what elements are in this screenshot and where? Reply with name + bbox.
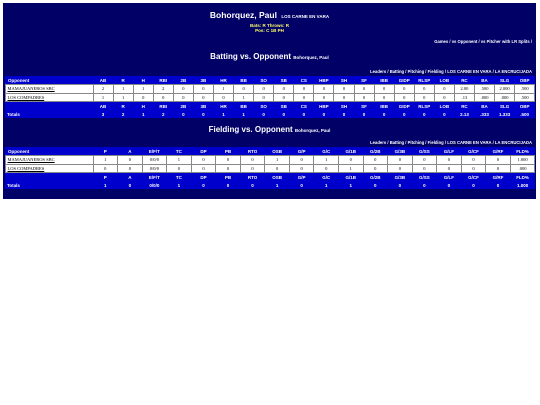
stat-cell: 0 — [314, 85, 334, 94]
positions: Pos: C 1B PH — [255, 28, 284, 33]
batting-table — [5, 76, 536, 118]
fielding-title — [3, 125, 536, 134]
link-separator: / — [404, 140, 408, 145]
top-link-vs-opponent[interactable]: vs Opponent — [451, 39, 478, 44]
col-header-bb[interactable]: BB — [234, 102, 254, 111]
stat-cell: 1.000 — [510, 181, 535, 189]
col-header-slg[interactable]: SLG — [495, 76, 515, 85]
col-header-a[interactable]: A — [118, 173, 143, 182]
col-header-slg[interactable]: SLG — [495, 102, 515, 111]
stat-cell: 0 — [363, 156, 388, 165]
stat-cell: 2.00 — [454, 85, 474, 94]
col-header-so[interactable]: SO — [254, 102, 274, 111]
col-header-3b[interactable]: 3B — [193, 76, 213, 85]
stat-cell: 0 — [234, 85, 254, 94]
col-header-ab[interactable]: AB — [93, 76, 113, 85]
stat-cell: 0 — [254, 93, 274, 102]
batting-link-batting[interactable]: Batting — [389, 69, 405, 74]
stat-cell: 0 — [314, 110, 334, 118]
stat-cell: 1 — [93, 93, 113, 102]
stat-cell: 0 — [334, 85, 354, 94]
stat-cell: 1 — [113, 93, 133, 102]
stat-cell: 1 — [213, 85, 233, 94]
stat-cell: 0 — [414, 110, 434, 118]
opponent-link[interactable]: MAMAJUANEROS SBC — [5, 85, 93, 94]
totals-label: Totals — [5, 110, 93, 118]
link-separator: / — [477, 39, 481, 44]
stat-cell: 0 — [363, 164, 388, 173]
stat-cell: 2.000 — [495, 85, 515, 94]
col-header-fld[interactable]: FLD% — [510, 173, 535, 182]
fielding-link-leaders[interactable]: Leaders — [370, 140, 387, 145]
stat-cell: 1 — [314, 156, 339, 165]
col-header-ibb[interactable]: IBB — [374, 102, 394, 111]
col-header-g-rf[interactable]: G/RF — [486, 173, 511, 182]
header-row — [5, 147, 535, 156]
col-header-e-f-t[interactable]: E/F/T — [142, 147, 167, 156]
link-separator: / — [448, 39, 452, 44]
stat-cell: 0 — [167, 164, 192, 173]
col-header-ba[interactable]: BA — [474, 102, 494, 111]
stat-cell: 0 — [191, 164, 216, 173]
stat-cell: 1 — [314, 181, 339, 189]
totals-row — [5, 110, 535, 118]
stat-cell: 0 — [294, 85, 314, 94]
stat-cell: 0 — [414, 85, 434, 94]
top-link-vs-pitcher-with-lr-splits[interactable]: vs Pitcher with LR Splits — [480, 39, 530, 44]
stat-cell: 0 — [437, 181, 462, 189]
stat-cell: .13 — [454, 93, 474, 102]
stat-cell: 0 — [338, 156, 363, 165]
col-header-dp[interactable]: DP — [191, 173, 216, 182]
stat-cell: 1 — [133, 85, 153, 94]
link-separator: / — [529, 39, 532, 44]
col-header-hbp[interactable]: HBP — [314, 76, 334, 85]
stat-cell: 0 — [93, 164, 118, 173]
stat-cell: 0 — [216, 156, 241, 165]
col-header-ibb[interactable]: IBB — [374, 76, 394, 85]
col-header-rbi[interactable]: RBI — [153, 76, 173, 85]
player-team: LOS CARNE EN VARA — [281, 14, 330, 19]
col-header-hr[interactable]: HR — [213, 102, 233, 111]
opponent-link[interactable]: LOS COMPADRES — [5, 164, 93, 173]
stat-cell: 2 — [153, 85, 173, 94]
col-header-g-2b[interactable]: G/2B — [363, 147, 388, 156]
col-header-g-1b[interactable]: G/1B — [338, 173, 363, 182]
stat-cell: 0 — [414, 93, 434, 102]
col-header-g-1b[interactable]: G/1B — [338, 147, 363, 156]
link-separator: / — [386, 69, 390, 74]
table-row — [5, 156, 535, 165]
stat-cell: 0 — [354, 93, 374, 102]
batting-links — [3, 69, 536, 74]
stat-cell: 3 — [93, 110, 113, 118]
col-header-3b[interactable]: 3B — [193, 102, 213, 111]
fielding-link-pitching[interactable]: Pitching — [407, 140, 425, 145]
stat-cell: 2 — [153, 110, 173, 118]
stat-cell: 0 — [461, 156, 486, 165]
stat-cell: .500 — [515, 85, 535, 94]
stat-cell: 0 — [354, 85, 374, 94]
col-header-hbp[interactable]: HBP — [314, 102, 334, 111]
col-header-rc[interactable]: RC — [454, 76, 474, 85]
table-row — [5, 164, 535, 173]
stat-cell: 0 — [486, 181, 511, 189]
stat-cell: 0 — [274, 85, 294, 94]
table-row — [5, 93, 535, 102]
col-header-g-lf[interactable]: G/LF — [437, 173, 462, 182]
stat-cell: 0 — [254, 110, 274, 118]
col-header-g-c[interactable]: G/C — [314, 173, 339, 182]
col-header-g-c[interactable]: G/C — [314, 147, 339, 156]
col-header-osb[interactable]: OSB — [265, 173, 290, 182]
stat-cell: 0 — [173, 110, 193, 118]
col-header-g-p[interactable]: G/P — [289, 147, 314, 156]
stat-cell: 0 — [213, 93, 233, 102]
totals-label: Totals — [5, 181, 93, 189]
stat-cell: 1 — [338, 164, 363, 173]
col-header-sh[interactable]: SH — [334, 102, 354, 111]
stat-cell: 1 — [234, 93, 254, 102]
top-links — [3, 39, 536, 44]
stat-cell: 1 — [93, 156, 118, 165]
fielding-subtitle: Bohorquez, Paul — [294, 128, 331, 133]
stat-cell: 0/0/0 — [142, 181, 167, 189]
stat-cell: 0 — [314, 93, 334, 102]
col-header-g-3b[interactable]: G/3B — [388, 147, 413, 156]
col-header-gidp[interactable]: GIDP — [394, 76, 414, 85]
stat-cell: 0 — [133, 93, 153, 102]
stat-cell: 0 — [354, 110, 374, 118]
stat-cell: 0 — [274, 93, 294, 102]
stat-cell: 0 — [314, 164, 339, 173]
totals-header-row — [5, 173, 535, 182]
link-separator: / — [386, 140, 390, 145]
col-header-g-p[interactable]: G/P — [289, 173, 314, 182]
stat-cell: 1 — [265, 156, 290, 165]
stat-cell: 0 — [388, 164, 413, 173]
stat-cell: 0 — [412, 181, 437, 189]
col-header-rto[interactable]: RTO — [240, 147, 265, 156]
stat-cell: 0 — [394, 85, 414, 94]
col-header-bb[interactable]: BB — [234, 76, 254, 85]
link-separator: / — [404, 69, 408, 74]
link-separator: / — [443, 69, 448, 74]
fielding-link-fielding[interactable]: Fielding — [427, 140, 444, 145]
stat-cell: .000 — [510, 164, 535, 173]
opponent-link[interactable]: MAMAJUANEROS SBC — [5, 156, 93, 165]
col-header-fld[interactable]: FLD% — [510, 147, 535, 156]
fielding-title-text: Fielding vs. Opponent — [208, 125, 293, 134]
stat-cell: 0 — [294, 93, 314, 102]
stat-cell: 0 — [240, 164, 265, 173]
col-header-h[interactable]: H — [133, 102, 153, 111]
col-header-r[interactable]: R — [113, 102, 133, 111]
stat-cell: 1.000 — [510, 156, 535, 165]
col-header-g-cf[interactable]: G/CF — [461, 173, 486, 182]
stat-cell: 0 — [289, 156, 314, 165]
batting-title-text: Batting vs. Opponent — [210, 52, 292, 61]
col-header-lob[interactable]: LOB — [434, 76, 454, 85]
totals-header-row — [5, 102, 535, 111]
header-row — [5, 76, 535, 85]
col-header-h[interactable]: H — [133, 76, 153, 85]
stat-cell: 0 — [334, 110, 354, 118]
stat-cell: 0/0/0 — [142, 156, 167, 165]
stat-cell: 0 — [394, 93, 414, 102]
col-header-g-lf[interactable]: G/LF — [437, 147, 462, 156]
batting-link-pitching[interactable]: Pitching — [407, 69, 425, 74]
link-separator: / — [424, 140, 428, 145]
stat-cell: 2 — [113, 110, 133, 118]
fielding-link-la-encrucijada[interactable]: LA ENCRUCIJADA — [494, 140, 532, 145]
batting-subtitle: Bohorquez, Paul — [293, 55, 329, 60]
col-header-2b[interactable]: 2B — [173, 76, 193, 85]
col-header-sf[interactable]: SF — [354, 76, 374, 85]
stat-cell: 0 — [240, 181, 265, 189]
stat-cell: 0 — [118, 164, 143, 173]
stat-cell: 0 — [289, 181, 314, 189]
stat-cell: 0 — [118, 156, 143, 165]
link-separator: / — [491, 140, 495, 145]
col-header-tc[interactable]: TC — [167, 147, 192, 156]
stat-cell: 0 — [265, 164, 290, 173]
col-header-g-rf[interactable]: G/RF — [486, 147, 511, 156]
col-header-ba[interactable]: BA — [474, 76, 494, 85]
stat-cell: 0 — [173, 93, 193, 102]
col-header-g-cf[interactable]: G/CF — [461, 147, 486, 156]
link-separator: / — [443, 140, 448, 145]
totals-row — [5, 181, 535, 189]
col-header-tc[interactable]: TC — [167, 173, 192, 182]
col-header-cs[interactable]: CS — [294, 102, 314, 111]
fielding-link-los-carne-en-vara[interactable]: LOS CARNE EN VARA — [447, 140, 492, 145]
col-header-blank[interactable] — [5, 173, 93, 182]
col-header-sb[interactable]: SB — [274, 102, 294, 111]
col-header-sh[interactable]: SH — [334, 76, 354, 85]
stat-cell: 1 — [265, 181, 290, 189]
stat-cell: 1 — [133, 110, 153, 118]
stat-cell: 0 — [334, 93, 354, 102]
fielding-link-batting[interactable]: Batting — [389, 140, 405, 145]
col-header-cs[interactable]: CS — [294, 76, 314, 85]
col-header-osb[interactable]: OSB — [265, 147, 290, 156]
col-header-rlsp[interactable]: RLSP — [414, 76, 434, 85]
col-header-rc[interactable]: RC — [454, 102, 474, 111]
stat-cell: 0 — [388, 181, 413, 189]
col-header-lob[interactable]: LOB — [434, 102, 454, 111]
stat-cell: .500 — [515, 110, 535, 118]
stat-cell: 0 — [193, 110, 213, 118]
stat-cell: 0 — [412, 156, 437, 165]
col-header-blank[interactable] — [5, 102, 93, 111]
stat-cell: .333 — [474, 110, 494, 118]
stat-cell: 0 — [193, 85, 213, 94]
col-header-pb[interactable]: PB — [216, 147, 241, 156]
stats-panel — [3, 3, 536, 199]
fielding-links — [3, 140, 536, 145]
stat-cell: 0 — [412, 164, 437, 173]
table-row — [5, 85, 535, 94]
stat-cell: 0 — [191, 156, 216, 165]
stat-cell: 0 — [289, 164, 314, 173]
stat-cell: 0 — [434, 85, 454, 94]
batting-link-fielding[interactable]: Fielding — [427, 69, 444, 74]
player-name: Bohorquez, Paul — [209, 10, 277, 20]
stat-cell: 1.333 — [495, 110, 515, 118]
stat-cell: 0 — [191, 181, 216, 189]
col-header-so[interactable]: SO — [254, 76, 274, 85]
col-header-opponent[interactable]: Opponent — [5, 147, 93, 156]
col-header-rlsp[interactable]: RLSP — [414, 102, 434, 111]
stat-cell: 0 — [118, 181, 143, 189]
link-separator: / — [424, 69, 428, 74]
col-header-a[interactable]: A — [118, 147, 143, 156]
player-header — [3, 3, 536, 33]
stat-cell: 0 — [374, 85, 394, 94]
stat-cell: 1 — [338, 181, 363, 189]
stat-cell: 0 — [437, 156, 462, 165]
col-header-2b[interactable]: 2B — [173, 102, 193, 111]
stat-cell: 0 — [240, 156, 265, 165]
col-header-p[interactable]: P — [93, 173, 118, 182]
stat-cell: 0 — [434, 110, 454, 118]
stat-cell: 1 — [167, 181, 192, 189]
fielding-table — [5, 147, 536, 189]
stat-cell: 0 — [363, 181, 388, 189]
stat-cell: 0 — [434, 93, 454, 102]
stat-cell: 0 — [294, 110, 314, 118]
col-header-g-2b[interactable]: G/2B — [363, 173, 388, 182]
stat-cell: 2 — [93, 85, 113, 94]
col-header-pb[interactable]: PB — [216, 173, 241, 182]
col-header-e-f-t[interactable]: E/F/T — [142, 173, 167, 182]
stat-cell: .500 — [515, 93, 535, 102]
col-header-ab[interactable]: AB — [93, 102, 113, 111]
batting-link-leaders[interactable]: Leaders — [370, 69, 387, 74]
opponent-link[interactable]: LOS COMPADRES — [5, 93, 93, 102]
stat-cell: .000 — [495, 93, 515, 102]
stat-cell: 1 — [93, 181, 118, 189]
col-header-hr[interactable]: HR — [213, 76, 233, 85]
stat-cell: 0 — [216, 164, 241, 173]
stat-cell: 0 — [461, 164, 486, 173]
link-separator: / — [491, 69, 495, 74]
stat-cell: 0 — [388, 156, 413, 165]
stat-cell: 0 — [437, 164, 462, 173]
col-header-g-ss[interactable]: G/SS — [412, 173, 437, 182]
stat-cell: 1 — [234, 110, 254, 118]
stat-cell: 0 — [461, 181, 486, 189]
col-header-r[interactable]: R — [113, 76, 133, 85]
col-header-sb[interactable]: SB — [274, 76, 294, 85]
stat-cell: 0 — [193, 93, 213, 102]
bats-throws: Bats: R Throws: R — [249, 23, 289, 28]
col-header-g-3b[interactable]: G/3B — [388, 173, 413, 182]
col-header-rto[interactable]: RTO — [240, 173, 265, 182]
col-header-obp[interactable]: OBP — [515, 76, 535, 85]
col-header-sf[interactable]: SF — [354, 102, 374, 111]
stat-cell: 0 — [153, 93, 173, 102]
col-header-obp[interactable]: OBP — [515, 102, 535, 111]
stat-cell: .000 — [474, 93, 494, 102]
col-header-g-ss[interactable]: G/SS — [412, 147, 437, 156]
batting-title — [3, 52, 536, 61]
stat-cell: 2.13 — [454, 110, 474, 118]
top-link-games[interactable]: Games — [434, 39, 449, 44]
stat-cell: 0 — [394, 110, 414, 118]
batting-link-la-encrucijada[interactable]: LA ENCRUCIJADA — [494, 69, 532, 74]
batting-link-los-carne-en-vara[interactable]: LOS CARNE EN VARA — [447, 69, 492, 74]
stat-cell: 0 — [274, 110, 294, 118]
stat-cell: 0 — [216, 181, 241, 189]
stat-cell: 1 — [113, 85, 133, 94]
stat-cell: 0 — [173, 85, 193, 94]
stat-cell: 1 — [213, 110, 233, 118]
stat-cell: 0 — [486, 156, 511, 165]
stat-cell: 0 — [374, 93, 394, 102]
stat-cell: 0 — [374, 110, 394, 118]
col-header-p[interactable]: P — [93, 147, 118, 156]
stat-cell: .500 — [474, 85, 494, 94]
col-header-rbi[interactable]: RBI — [153, 102, 173, 111]
col-header-dp[interactable]: DP — [191, 147, 216, 156]
col-header-gidp[interactable]: GIDP — [394, 102, 414, 111]
stat-cell: 0 — [254, 85, 274, 94]
col-header-opponent[interactable]: Opponent — [5, 76, 93, 85]
stat-cell: 0 — [486, 164, 511, 173]
stat-cell: 0/0/0 — [142, 164, 167, 173]
stat-cell: 1 — [167, 156, 192, 165]
